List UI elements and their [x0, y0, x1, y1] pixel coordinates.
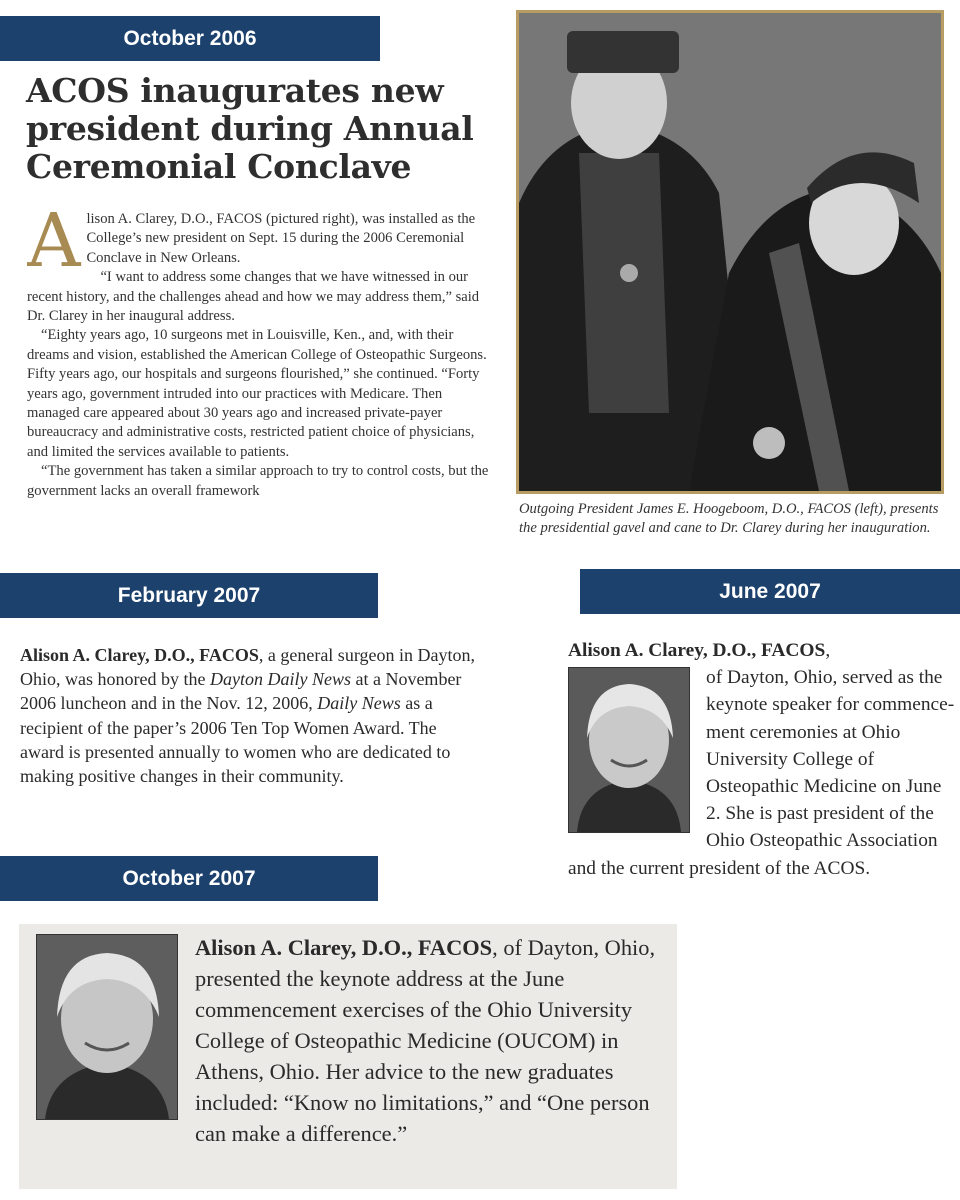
paragraph-text: lison A. Clarey, D.O., FACOS (pictured right), was installed as the College’s new president on Sept. 15 during the 2006 Ceremonial Conclave in New Orleans. — [86, 211, 476, 266]
banner-october-2007 — [0, 856, 378, 901]
june-lead — [568, 637, 960, 664]
text-segment: , of Dayton, Ohio, presented the keynote address at the June commencement exercises of the Ohio University College of Osteopathic Medicine (OUCOM) in Athens, Ohio. Her advice to the new graduates included: “Know no limitations,” and “One person can make a difference.” — [195, 935, 656, 1146]
person-name: Alison A. Clarey, D.O., FACOS — [568, 640, 826, 661]
banner-february-2007 — [0, 573, 378, 618]
article-paragraph: “Eighty years ago, 10 surgeons met in Louisville, Ken., and, with their dreams and vision, established the American College of Osteopathic Surgeons. Fifty years ago, our hospitals and surgeons flourished,” she continued. “Forty years ago, government intruded into our practices with Medicare. Then managed care appeared about 30 years ago and increased private-payer bureaucracy and administrative costs, restricted patient choice of physicians, and limited the services available to patients. — [27, 327, 487, 460]
banner-june-2007 — [580, 569, 960, 614]
inauguration-photo — [516, 10, 944, 494]
portrait-photo — [568, 667, 690, 833]
banner-label: October 2007 — [122, 866, 256, 890]
publication-name: Dayton Daily News — [209, 669, 351, 690]
banner-october-2006 — [0, 16, 380, 61]
text-segment: of Dayton, Ohio, served as the keynote speaker for commence-ment ceremonies at Ohio University College of Osteopathic Medicine on June 2. She is past president of the Ohio Osteopathic Association and the current president of the ACOS. — [568, 667, 955, 879]
article-headline: ACOS inaugurates new president during Annual Ceremonial Conclave — [26, 71, 474, 186]
publication-name: Daily News — [317, 693, 401, 714]
article-paragraph: “I want to address some changes that we have witnessed in our recent history, and the challenges ahead and how we may address them,” said Dr. Clarey in her inaugural address. — [27, 269, 480, 325]
inauguration-photo-illustration — [519, 13, 941, 491]
banner-label: February 2007 — [117, 583, 261, 607]
portrait-illustration — [569, 668, 689, 832]
person-name: Alison A. Clarey, D.O., FACOS — [20, 645, 259, 665]
text-segment: at a November 2006 luncheon and in the Nov. 12, 2006, — [20, 669, 462, 714]
october-2007-box — [19, 924, 677, 1189]
portrait-photo — [36, 934, 178, 1120]
photo-caption: Outgoing President James E. Hoogeboom, D.O., FACOS (left), presents the presidential gavel and cane to Dr. Clarey during her inauguration. — [519, 501, 939, 536]
february-2007-text — [20, 643, 480, 788]
person-name: Alison A. Clarey, D.O., FACOS — [195, 935, 493, 960]
text-segment: , a general surgeon in Dayton, Ohio, was honored by the — [20, 645, 475, 690]
banner-label: October 2006 — [123, 26, 257, 50]
drop-cap: A — [27, 210, 81, 284]
portrait-illustration — [37, 935, 177, 1119]
text-segment: as a recipient of the paper’s 2006 Ten Top Women Award. The award is presented annually to women who are dedicated to making positive changes in their community. — [20, 693, 451, 787]
article-paragraph: “The government has taken a similar approach to try to control costs, but the government lacks an overall framework — [27, 463, 489, 499]
banner-label: June 2007 — [719, 579, 821, 603]
june-2007-text — [568, 637, 960, 882]
june-body — [568, 664, 960, 882]
text-segment: , — [825, 640, 831, 661]
article-paragraph — [27, 210, 492, 284]
article-body — [27, 210, 492, 552]
